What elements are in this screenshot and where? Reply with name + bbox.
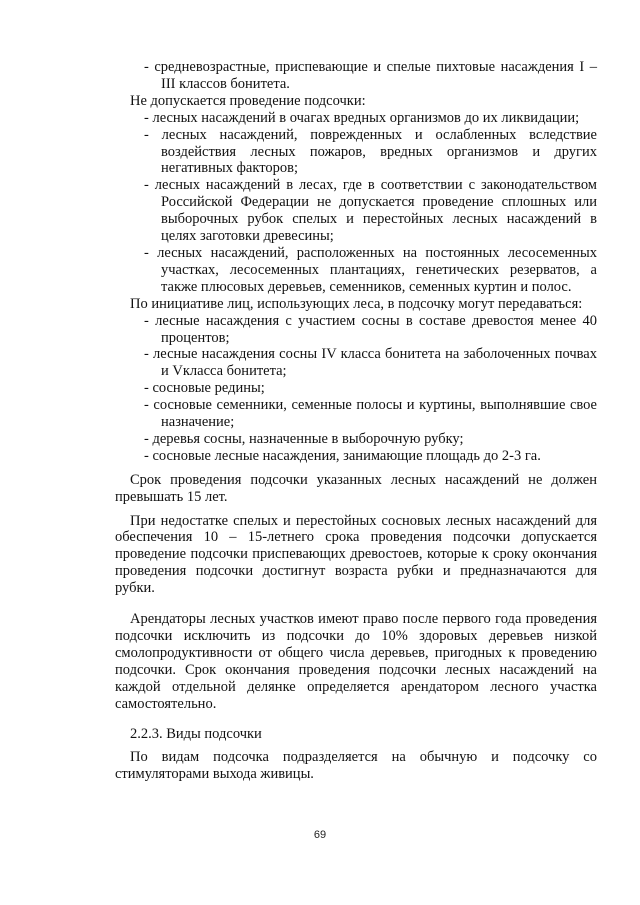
list-item: - лесных насаждений, расположенных на постоянных лесосеменных участках, лесосеменных плантациях, генетических резерватов, а также плюсовых деревьев, семенников, семенных куртин и полос.	[144, 244, 597, 295]
body-text	[115, 59, 597, 783]
list-item: - сосновые редины;	[144, 380, 265, 397]
list-item: - деревья сосны, назначенные в выборочную рубку;	[144, 430, 464, 447]
list-item: - лесные насаждения сосны IV класса бонитета на заболоченных почвах и Vкласса бонитета;	[144, 346, 597, 380]
section-heading: 2.2.3. Виды подсочки	[130, 725, 262, 742]
list-item: - лесных насаждений в очагах вредных организмов до их ликвидации;	[144, 109, 580, 126]
page-number: 69	[313, 829, 327, 841]
list-item: - сосновые лесные насаждения, занимающие площадь до 2-3 га.	[144, 447, 541, 464]
paragraph: Не допускается проведение подсочки:	[130, 92, 366, 109]
paragraph: Арендаторы лесных участков имеют право после первого года проведения подсочки исключить из подсочки до 10% здоровых деревьев низкой смолопродуктивности от общего числа деревьев, пригодных к проведению подсочки. Срок окончания проведения подсочки лесных насаждений на каждой отдельной делянке определяется арендатором лесного участка самостоятельно.	[115, 611, 597, 712]
list-item: - лесных насаждений в лесах, где в соответствии с законодательством Российской Федерации не допускается проведение сплошных или выборочных рубок спелых и перестойных лесных насаждений в целях заготовки древесины;	[144, 177, 597, 245]
list-item: - сосновые семенники, семенные полосы и куртины, выполнявшие свое назначение;	[144, 397, 597, 431]
paragraph: При недостатке спелых и перестойных сосновых лесных насаждений для обеспечения 10 – 15-летнего срока проведения подсочки допускается проведение подсочки приспевающих древостоев, которые к сроку окончания проведения подсочки достигнут возраста рубки и предназначаются для рубки.	[115, 512, 597, 597]
list-item: - средневозрастные, приспевающие и спелые пихтовые насаждения I – III классов бонитета.	[144, 59, 597, 92]
paragraph: Срок проведения подсочки указанных лесных насаждений не должен превышать 15 лет.	[115, 471, 597, 505]
list-item: - лесные насаждения с участием сосны в составе древостоя менее 40 процентов;	[144, 312, 597, 346]
list-item: - лесных насаждений, поврежденных и ослабленных вследствие воздействия лесных пожаров, вредных организмов и других негативных факторов;	[144, 126, 597, 177]
paragraph: По инициативе лиц, использующих леса, в подсочку могут передаваться:	[130, 295, 583, 312]
paragraph: По видам подсочка подразделяется на обычную и подсочку со стимуляторами выхода живицы.	[115, 749, 597, 783]
